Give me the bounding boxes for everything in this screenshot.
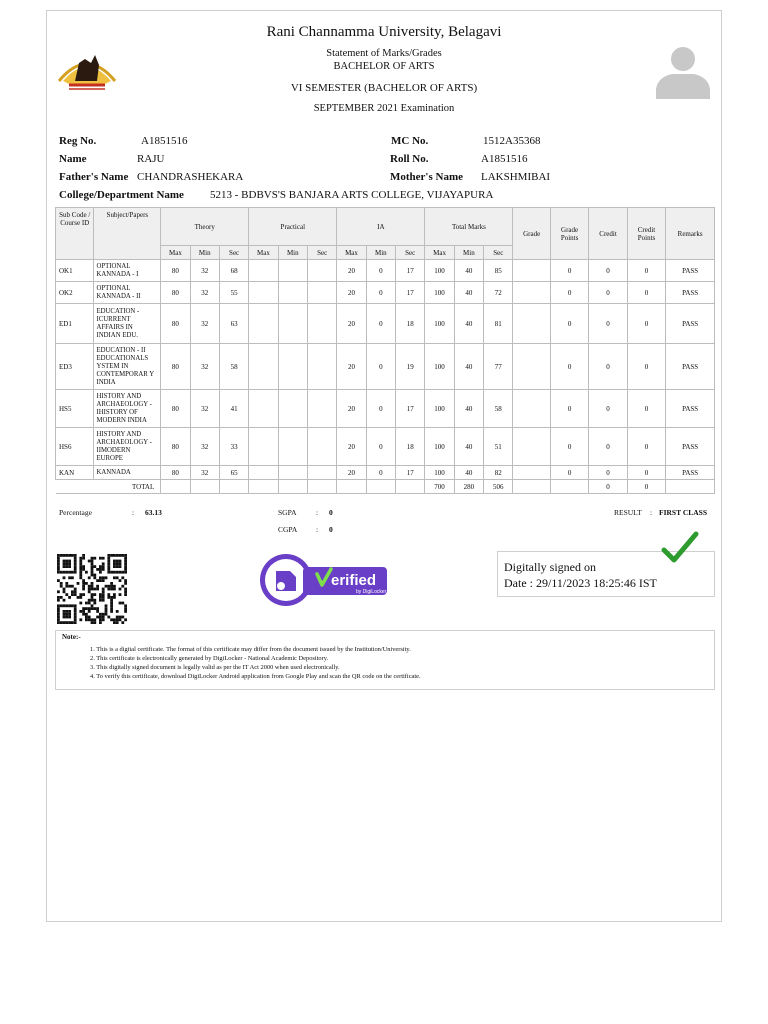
father-name-label: Father's Name bbox=[59, 171, 129, 183]
table-row bbox=[56, 390, 715, 428]
note-item: 1. This is a digital certificate. The format of this certificate may differ from the document issued by the Institution/University. bbox=[90, 646, 411, 653]
header-ia: IA bbox=[337, 208, 425, 246]
college-value: 5213 - BDBVS'S BANJARA ARTS COLLEGE, VIJAYAPURA bbox=[210, 189, 494, 201]
marks-cell-ia-min: 0 bbox=[366, 344, 395, 390]
total-cell-credit: 0 bbox=[589, 480, 627, 494]
marks-cell-ia-min: 0 bbox=[366, 428, 395, 466]
checkmark-icon bbox=[660, 530, 700, 564]
marks-cell-ia-max: 20 bbox=[337, 466, 366, 480]
cgpa-label: CGPA bbox=[278, 525, 298, 534]
marks-cell-cp: 0 bbox=[627, 304, 665, 344]
course-code-cell: HS5 bbox=[56, 390, 94, 428]
marks-cell-credit: 0 bbox=[589, 390, 627, 428]
marks-cell-gp: 0 bbox=[550, 428, 588, 466]
qr-code-icon bbox=[57, 554, 127, 624]
mother-name-label: Mother's Name bbox=[390, 171, 464, 183]
marks-cell-pr-sec bbox=[307, 428, 336, 466]
subject-cell: HISTORY AND ARCHAEOLOGY - IHISTORY OF MODERN INDIA bbox=[94, 390, 161, 428]
marks-cell-ia-min: 0 bbox=[366, 466, 395, 480]
marks-cell-ia-sec: 17 bbox=[396, 282, 425, 304]
mc-no-value: 1512A35368 bbox=[483, 135, 541, 147]
name-label: Name bbox=[59, 153, 87, 165]
marks-cell-credit: 0 bbox=[589, 260, 627, 282]
marks-cell-ia-sec: 19 bbox=[396, 344, 425, 390]
mc-no-label: MC No. bbox=[391, 135, 429, 147]
total-cell-empty bbox=[278, 480, 307, 494]
header-min: Min bbox=[278, 246, 307, 260]
header-min: Min bbox=[366, 246, 395, 260]
marks-cell-cp: 0 bbox=[627, 428, 665, 466]
marks-cell-grade bbox=[513, 344, 550, 390]
header-credit: Credit bbox=[589, 208, 627, 260]
marks-cell-ia-max: 20 bbox=[337, 428, 366, 466]
subject-cell: EDUCATION - II EDUCATIONALS YSTEM IN CONTEMPORAR Y INDIA bbox=[94, 344, 161, 390]
header-grade: Grade bbox=[513, 208, 550, 260]
marks-cell-gp: 0 bbox=[550, 282, 588, 304]
marks-table bbox=[55, 207, 715, 494]
marks-cell-pr-max bbox=[249, 304, 278, 344]
marks-cell-pr-max bbox=[249, 390, 278, 428]
header-code: Sub Code / Course ID bbox=[56, 208, 94, 260]
marks-cell-gp: 0 bbox=[550, 390, 588, 428]
total-cell-cp: 0 bbox=[627, 480, 665, 494]
marks-cell-th-min: 32 bbox=[190, 344, 219, 390]
marks-cell-pr-sec bbox=[307, 260, 336, 282]
marks-cell-gp: 0 bbox=[550, 304, 588, 344]
signed-on-label: Digitally signed on bbox=[504, 560, 596, 574]
marks-cell-remarks: PASS bbox=[666, 466, 715, 480]
marks-cell-ia-sec: 17 bbox=[396, 260, 425, 282]
total-cell-empty bbox=[666, 480, 715, 494]
marks-cell-pr-sec bbox=[307, 344, 336, 390]
total-cell-tot-min: 280 bbox=[454, 480, 483, 494]
subject-cell: EDUCATION - ICURRENT AFFAIRS IN INDIAN EDU. bbox=[94, 304, 161, 344]
statement-title: Statement of Marks/Grades bbox=[326, 48, 442, 59]
course-code-cell: HS6 bbox=[56, 428, 94, 466]
marks-cell-tot-min: 40 bbox=[454, 466, 483, 480]
verified-text: erified bbox=[331, 572, 377, 589]
user-silhouette-icon bbox=[654, 41, 712, 99]
subject-cell: OPTIONAL KANNADA - II bbox=[94, 282, 161, 304]
course-code-cell: OK2 bbox=[56, 282, 94, 304]
verified-subtext: by DigiLocker bbox=[356, 589, 387, 595]
marks-cell-pr-min bbox=[278, 466, 307, 480]
marks-cell-tot-max: 100 bbox=[425, 282, 454, 304]
marks-cell-grade bbox=[513, 390, 550, 428]
marks-cell-ia-sec: 17 bbox=[396, 390, 425, 428]
marks-cell-tot-min: 40 bbox=[454, 304, 483, 344]
header-grade-points: Grade Points bbox=[550, 208, 588, 260]
marks-cell-tot-max: 100 bbox=[425, 344, 454, 390]
marks-cell-tot-sec: 77 bbox=[484, 344, 513, 390]
marks-cell-th-max: 80 bbox=[161, 282, 190, 304]
marks-statement bbox=[46, 10, 722, 922]
marks-cell-remarks: PASS bbox=[666, 282, 715, 304]
marks-cell-credit: 0 bbox=[589, 344, 627, 390]
marks-cell-tot-min: 40 bbox=[454, 344, 483, 390]
marks-cell-pr-min bbox=[278, 304, 307, 344]
total-cell-empty bbox=[219, 480, 248, 494]
marks-cell-th-sec: 68 bbox=[219, 260, 248, 282]
marks-cell-ia-min: 0 bbox=[366, 304, 395, 344]
total-cell-empty bbox=[161, 480, 190, 494]
father-name-value: CHANDRASHEKARA bbox=[137, 171, 244, 183]
marks-cell-tot-max: 100 bbox=[425, 428, 454, 466]
marks-cell-tot-max: 100 bbox=[425, 304, 454, 344]
marks-cell-pr-sec bbox=[307, 390, 336, 428]
marks-cell-pr-min bbox=[278, 390, 307, 428]
cgpa-value: 0 bbox=[329, 525, 333, 534]
total-cell-empty bbox=[249, 480, 278, 494]
marks-cell-th-min: 32 bbox=[190, 390, 219, 428]
course-code-cell: ED3 bbox=[56, 344, 94, 390]
subject-cell: KANNADA bbox=[94, 466, 161, 480]
marks-cell-ia-sec: 17 bbox=[396, 466, 425, 480]
table-row bbox=[56, 260, 715, 282]
marks-cell-ia-sec: 18 bbox=[396, 304, 425, 344]
exam-title: SEPTEMBER 2021 Examination bbox=[313, 103, 455, 114]
marks-cell-cp: 0 bbox=[627, 466, 665, 480]
marks-cell-ia-max: 20 bbox=[337, 260, 366, 282]
header-min: Min bbox=[190, 246, 219, 260]
marks-cell-pr-max bbox=[249, 344, 278, 390]
reg-no-label: Reg No. bbox=[59, 135, 97, 147]
notes-title: Note:- bbox=[62, 633, 81, 641]
marks-cell-remarks: PASS bbox=[666, 390, 715, 428]
marks-cell-th-sec: 55 bbox=[219, 282, 248, 304]
reg-no-value: A1851516 bbox=[141, 135, 188, 147]
marks-cell-th-max: 80 bbox=[161, 390, 190, 428]
total-cell-tot-sec: 506 bbox=[484, 480, 513, 494]
marks-cell-th-sec: 58 bbox=[219, 344, 248, 390]
percentage-value: 63.13 bbox=[145, 508, 162, 517]
marks-cell-tot-max: 100 bbox=[425, 466, 454, 480]
marks-cell-ia-min: 0 bbox=[366, 260, 395, 282]
marks-cell-th-sec: 65 bbox=[219, 466, 248, 480]
marks-cell-grade bbox=[513, 428, 550, 466]
course-code-cell: OK1 bbox=[56, 260, 94, 282]
total-cell-empty bbox=[550, 480, 588, 494]
marks-cell-tot-sec: 58 bbox=[484, 390, 513, 428]
table-row bbox=[56, 428, 715, 466]
marks-cell-grade bbox=[513, 304, 550, 344]
note-item: 4. To verify this certificate, download DigiLocker Android application from Google Play and scan the QR code on the certificate. bbox=[90, 673, 421, 680]
marks-cell-tot-sec: 81 bbox=[484, 304, 513, 344]
signed-date: Date : 29/11/2023 18:25:46 IST bbox=[504, 576, 657, 590]
marks-cell-pr-min bbox=[278, 428, 307, 466]
marks-cell-tot-min: 40 bbox=[454, 428, 483, 466]
marks-cell-cp: 0 bbox=[627, 390, 665, 428]
marks-cell-grade bbox=[513, 260, 550, 282]
marks-cell-tot-max: 100 bbox=[425, 390, 454, 428]
marks-cell-pr-sec bbox=[307, 304, 336, 344]
marks-cell-grade bbox=[513, 282, 550, 304]
header-sec: Sec bbox=[484, 246, 513, 260]
sgpa-value: 0 bbox=[329, 508, 333, 517]
marks-cell-gp: 0 bbox=[550, 466, 588, 480]
college-label: College/Department Name bbox=[59, 189, 184, 201]
marks-cell-credit: 0 bbox=[589, 304, 627, 344]
marks-cell-remarks: PASS bbox=[666, 344, 715, 390]
cgpa-colon: : bbox=[316, 525, 319, 534]
marks-cell-pr-min bbox=[278, 282, 307, 304]
header-max: Max bbox=[337, 246, 366, 260]
marks-cell-th-min: 32 bbox=[190, 428, 219, 466]
marks-cell-grade bbox=[513, 466, 550, 480]
marks-cell-ia-max: 20 bbox=[337, 282, 366, 304]
subject-cell: HISTORY AND ARCHAEOLOGY - IIMODERN EUROPE bbox=[94, 428, 161, 466]
table-row bbox=[56, 344, 715, 390]
notes-box bbox=[55, 630, 715, 690]
roll-no-value: A1851516 bbox=[481, 153, 528, 165]
course-code-cell: ED1 bbox=[56, 304, 94, 344]
marks-cell-ia-min: 0 bbox=[366, 282, 395, 304]
digital-signature-box bbox=[497, 551, 715, 597]
marks-cell-th-sec: 33 bbox=[219, 428, 248, 466]
marks-cell-ia-max: 20 bbox=[337, 390, 366, 428]
marks-cell-pr-sec bbox=[307, 466, 336, 480]
result-value: FIRST CLASS bbox=[659, 508, 708, 517]
total-cell-empty bbox=[366, 480, 395, 494]
marks-cell-cp: 0 bbox=[627, 282, 665, 304]
subject-cell: OPTIONAL KANNADA - I bbox=[94, 260, 161, 282]
percentage-label: Percentage bbox=[59, 508, 92, 517]
marks-cell-credit: 0 bbox=[589, 428, 627, 466]
marks-cell-th-max: 80 bbox=[161, 260, 190, 282]
marks-cell-credit: 0 bbox=[589, 282, 627, 304]
marks-cell-remarks: PASS bbox=[666, 260, 715, 282]
course-code-cell: KAN bbox=[56, 466, 94, 480]
total-cell-empty bbox=[307, 480, 336, 494]
sgpa-colon: : bbox=[316, 508, 319, 517]
marks-cell-tot-sec: 72 bbox=[484, 282, 513, 304]
header-min: Min bbox=[454, 246, 483, 260]
total-cell-empty bbox=[396, 480, 425, 494]
header-sec: Sec bbox=[219, 246, 248, 260]
marks-cell-th-min: 32 bbox=[190, 466, 219, 480]
marks-cell-pr-min bbox=[278, 260, 307, 282]
marks-cell-th-min: 32 bbox=[190, 304, 219, 344]
marks-cell-th-min: 32 bbox=[190, 260, 219, 282]
marks-cell-cp: 0 bbox=[627, 260, 665, 282]
marks-cell-th-max: 80 bbox=[161, 466, 190, 480]
marks-cell-ia-min: 0 bbox=[366, 390, 395, 428]
marks-cell-remarks: PASS bbox=[666, 428, 715, 466]
total-cell-tot-max: 700 bbox=[425, 480, 454, 494]
note-item: 2. This certificate is electronically generated by DigiLocker - National Academic Depository. bbox=[90, 655, 329, 662]
total-row bbox=[56, 480, 715, 494]
marks-cell-th-max: 80 bbox=[161, 304, 190, 344]
name-value: RAJU bbox=[137, 153, 165, 165]
roll-no-label: Roll No. bbox=[390, 153, 429, 165]
marks-cell-pr-sec bbox=[307, 282, 336, 304]
marks-cell-pr-min bbox=[278, 344, 307, 390]
marks-cell-remarks: PASS bbox=[666, 304, 715, 344]
marks-cell-th-max: 80 bbox=[161, 344, 190, 390]
total-cell-empty bbox=[190, 480, 219, 494]
header-sec: Sec bbox=[307, 246, 336, 260]
marks-cell-ia-sec: 18 bbox=[396, 428, 425, 466]
marks-cell-th-sec: 41 bbox=[219, 390, 248, 428]
marks-cell-tot-sec: 82 bbox=[484, 466, 513, 480]
table-row bbox=[56, 466, 715, 480]
header-sec: Sec bbox=[396, 246, 425, 260]
marks-cell-ia-max: 20 bbox=[337, 304, 366, 344]
total-cell-empty bbox=[513, 480, 550, 494]
marks-cell-tot-sec: 51 bbox=[484, 428, 513, 466]
marks-cell-th-max: 80 bbox=[161, 428, 190, 466]
digilocker-verified-badge bbox=[259, 551, 389, 609]
marks-cell-ia-max: 20 bbox=[337, 344, 366, 390]
semester-title: VI SEMESTER (BACHELOR OF ARTS) bbox=[290, 82, 478, 94]
marks-cell-tot-max: 100 bbox=[425, 260, 454, 282]
table-row bbox=[56, 304, 715, 344]
marks-cell-tot-min: 40 bbox=[454, 390, 483, 428]
marks-cell-gp: 0 bbox=[550, 344, 588, 390]
marks-cell-gp: 0 bbox=[550, 260, 588, 282]
marks-cell-th-sec: 63 bbox=[219, 304, 248, 344]
note-item: 3. This digitally signed document is legally valid as per the IT Act 2000 when used electronically. bbox=[90, 664, 340, 671]
header-remarks: Remarks bbox=[666, 208, 715, 260]
header-max: Max bbox=[425, 246, 454, 260]
header-total: Total Marks bbox=[425, 208, 513, 246]
percentage-colon: : bbox=[132, 508, 135, 517]
marks-cell-pr-max bbox=[249, 282, 278, 304]
header-max: Max bbox=[249, 246, 278, 260]
programme-title: BACHELOR OF ARTS bbox=[333, 61, 435, 72]
total-label: TOTAL bbox=[56, 480, 161, 494]
marks-cell-pr-max bbox=[249, 466, 278, 480]
marks-cell-pr-max bbox=[249, 428, 278, 466]
university-name: Rani Channamma University, Belagavi bbox=[266, 24, 502, 40]
result-label: RESULT bbox=[614, 508, 642, 517]
marks-cell-tot-min: 40 bbox=[454, 260, 483, 282]
marks-cell-cp: 0 bbox=[627, 344, 665, 390]
mother-name-value: LAKSHMIBAI bbox=[481, 171, 551, 183]
marks-cell-credit: 0 bbox=[589, 466, 627, 480]
sgpa-label: SGPA bbox=[278, 508, 297, 517]
table-row bbox=[56, 282, 715, 304]
header-max: Max bbox=[161, 246, 190, 260]
marks-cell-th-min: 32 bbox=[190, 282, 219, 304]
marks-cell-pr-max bbox=[249, 260, 278, 282]
header-credit-points: Credit Points bbox=[627, 208, 665, 260]
header-practical: Practical bbox=[249, 208, 337, 246]
result-colon: : bbox=[650, 508, 653, 517]
marks-cell-tot-sec: 85 bbox=[484, 260, 513, 282]
header-subject: Subject/Papers bbox=[94, 208, 161, 260]
total-cell-empty bbox=[337, 480, 366, 494]
header-theory: Theory bbox=[161, 208, 249, 246]
marks-cell-tot-min: 40 bbox=[454, 282, 483, 304]
